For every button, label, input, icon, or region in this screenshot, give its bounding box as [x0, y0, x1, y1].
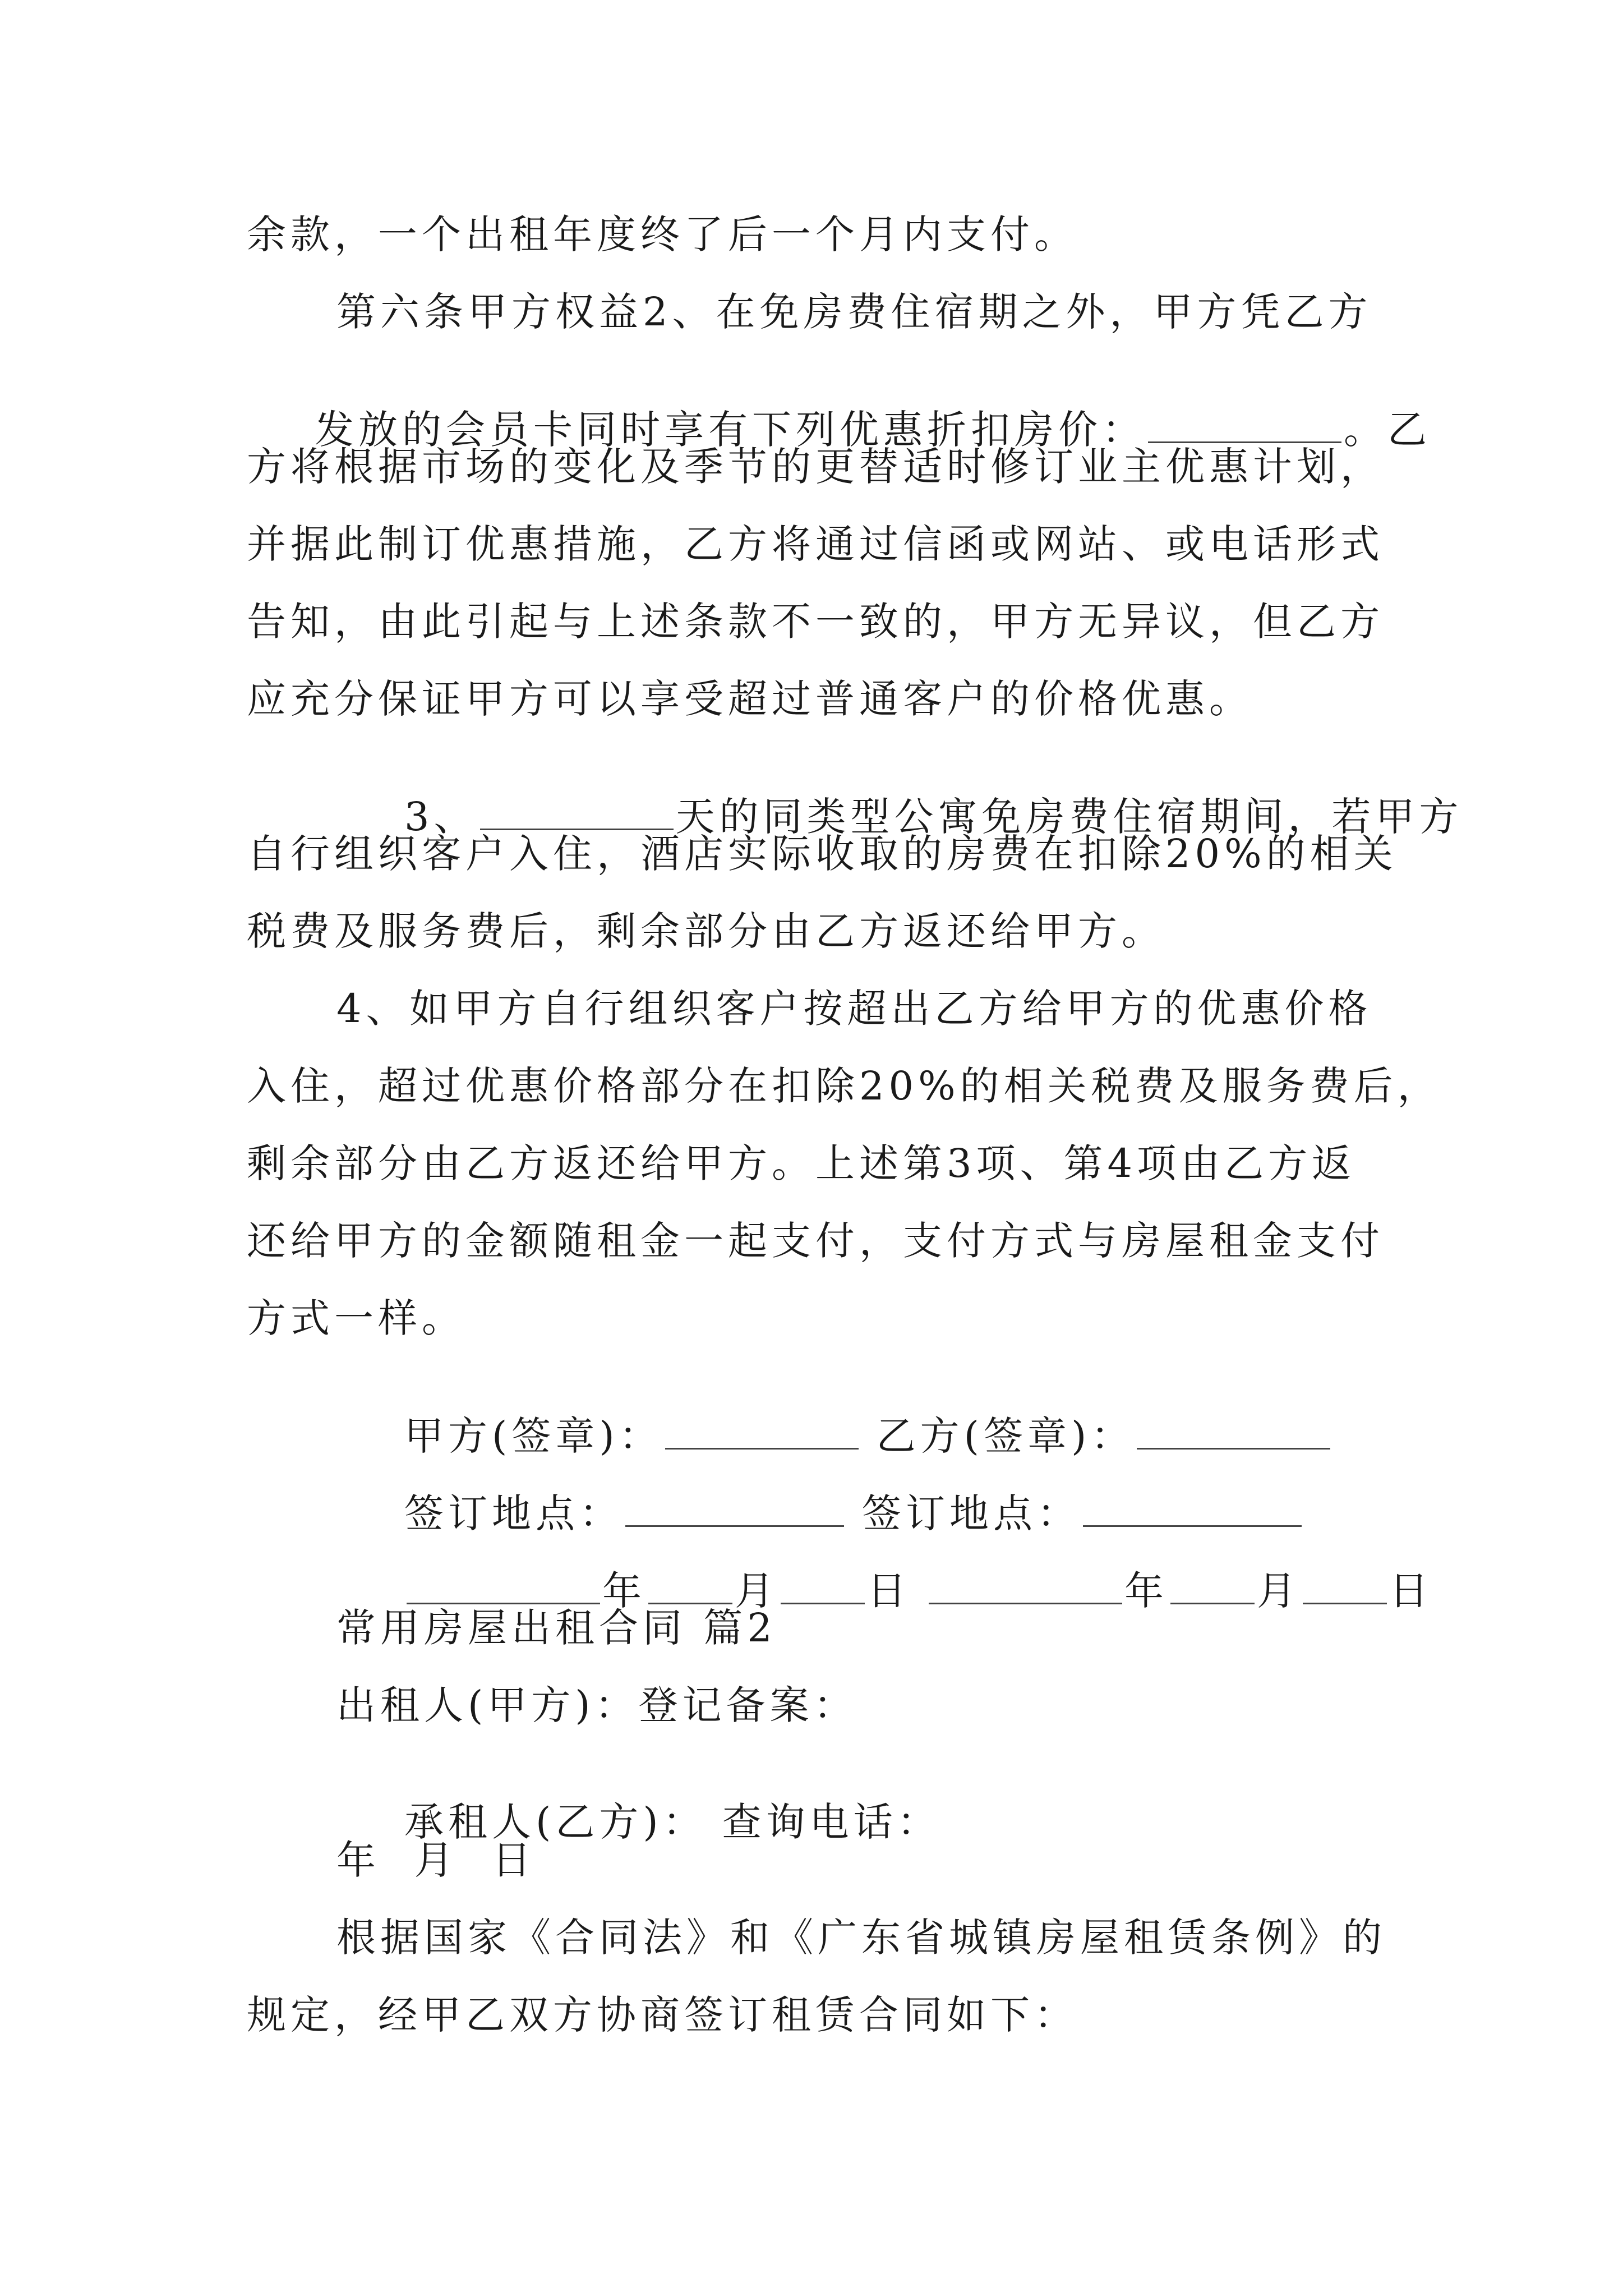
year-blank [929, 1570, 1122, 1604]
party-a-signature-blank [665, 1415, 859, 1450]
day-blank [1303, 1570, 1387, 1604]
place-b-blank [1083, 1493, 1302, 1527]
day-blank [781, 1570, 865, 1604]
day-label: 日 [1389, 1568, 1433, 1614]
lessor-line: 出租人(甲方)：登记备案： [336, 1682, 857, 1728]
paragraph-line: 应充分保证甲方可以享受超过普通客户的价格优惠。 [247, 676, 1253, 722]
section-title: 常用房屋出租合同 篇2 [336, 1605, 777, 1651]
lessee-label: 承租人(乙方)： [404, 1799, 707, 1845]
year-blank [407, 1570, 600, 1604]
place-a-label: 签订地点： [404, 1490, 624, 1536]
paragraph-line: 税费及服务费后，剩余部分由乙方返还给甲方。 [247, 908, 1165, 954]
date-line: 年 月 日 [336, 1837, 536, 1883]
paragraph-line: 还给甲方的金额随租金一起支付，支付方式与房屋租金支付 [247, 1218, 1384, 1264]
paragraph-line: 剩余部分由乙方返还给甲方。上述第3项、第4项由乙方返 [247, 1140, 1356, 1186]
line-text: 。乙 [1344, 407, 1432, 453]
fill-blank [480, 796, 674, 830]
paragraph-line: 并据此制订优惠措施，乙方将通过信函或网站、或电话形式 [247, 521, 1384, 567]
paragraph-line: 方式一样。 [247, 1295, 465, 1341]
year-label: 年 [602, 1568, 647, 1614]
paragraph-line: 余款，一个出租年度终了后一个月内支付。 [247, 211, 1078, 257]
paragraph-line: 4、如甲方自行组织客户按超出乙方给甲方的优惠价格 [336, 986, 1372, 1032]
paragraph-line: 自行组织客户入住，酒店实际收取的房费在扣除20%的相关 [247, 831, 1398, 877]
month-blank [1170, 1570, 1255, 1604]
party-a-signature-label: 甲方(签章)： [404, 1413, 663, 1459]
line-text: 发放的会员卡同时享有下列优惠折扣房价： [315, 407, 1146, 453]
month-label: 月 [1257, 1568, 1301, 1614]
paragraph-line: 方将根据市场的变化及季节的更替适时修订业主优惠计划， [247, 444, 1384, 490]
line-text: 3、 [404, 794, 478, 840]
fill-blank [1148, 409, 1341, 443]
paragraph-line: 规定，经甲乙双方协商签订租赁合同如下： [247, 1992, 1078, 2038]
lessee-phone-label: 查询电话： [722, 1799, 941, 1845]
day-label: 日 [867, 1568, 911, 1614]
paragraph-line: 第六条甲方权益2、在免房费住宿期之外，甲方凭乙方 [336, 289, 1372, 335]
month-label: 月 [735, 1568, 779, 1614]
paragraph-line: 告知，由此引起与上述条款不一致的，甲方无异议，但乙方 [247, 599, 1384, 645]
paragraph-line: 根据国家《合同法》和《广东省城镇房屋租赁条例》的 [336, 1915, 1386, 1961]
line-text: 天的同类型公寓免房费住宿期间，若甲方 [675, 794, 1463, 840]
year-label: 年 [1124, 1568, 1169, 1614]
place-b-label: 签订地点： [862, 1490, 1081, 1536]
place-a-blank [625, 1493, 844, 1527]
month-blank [648, 1570, 732, 1604]
party-b-signature-label: 乙方(签章)： [876, 1413, 1135, 1459]
paragraph-line: 入住，超过优惠价格部分在扣除20%的相关税费及服务费后， [247, 1063, 1441, 1109]
party-b-signature-blank [1137, 1415, 1330, 1450]
